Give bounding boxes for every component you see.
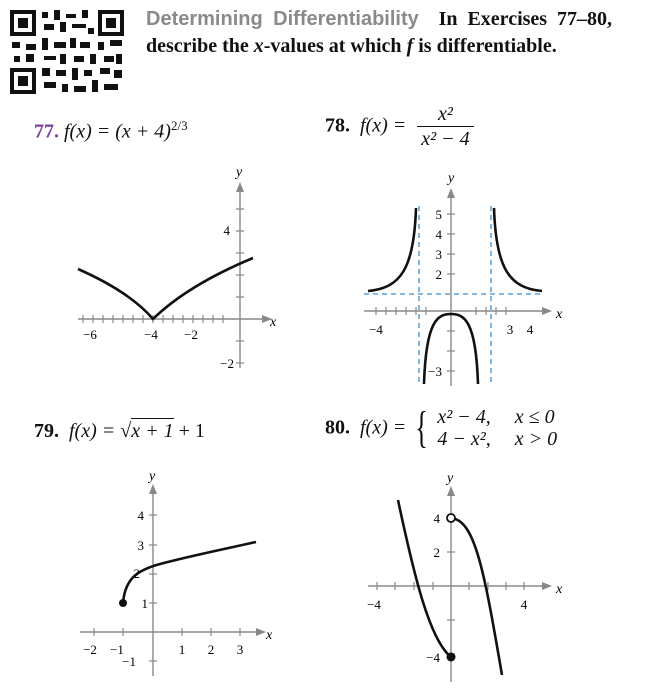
instruction-text-end: is differentiable. <box>413 35 557 57</box>
graph-77 <box>70 160 290 380</box>
curve-right-branch <box>494 208 542 291</box>
instruction-var-x: x <box>253 35 264 57</box>
y-tick-label: −4 <box>426 650 440 665</box>
x-axis-arrow-icon <box>542 307 552 315</box>
x-tick-label: −2 <box>83 642 97 657</box>
exercise-77-label <box>34 118 188 144</box>
graph-79 <box>70 470 290 685</box>
instruction-text: In Exercises 77–80, describe the <box>146 8 613 57</box>
y-axis-arrow-icon <box>236 182 244 192</box>
x-tick-label: 2 <box>207 642 215 657</box>
x-axis-label: x <box>556 582 563 597</box>
y-tick-label: 2 <box>433 545 440 560</box>
exercise-number: 79. <box>34 420 59 442</box>
y-tick-label: 4 <box>435 227 442 242</box>
qr-code-icon <box>8 8 126 96</box>
piece-expression: 4 − x², <box>437 428 491 450</box>
curve-left-piece <box>398 500 451 657</box>
exercise-78-label <box>325 103 474 151</box>
function-lhs: f(x) = <box>360 416 407 439</box>
function-lhs: f(x) = <box>360 114 407 137</box>
exercise-number: 80. <box>325 416 350 439</box>
x-axis-label: x <box>270 315 277 330</box>
x-tick-label: −2 <box>184 327 198 342</box>
x-axis-arrow-icon <box>542 582 552 590</box>
y-axis-label: y <box>236 165 243 180</box>
function-lhs: f(x) = <box>69 420 116 442</box>
y-tick-label: −1 <box>122 654 136 669</box>
section-title: Determining Differentiability <box>146 8 419 30</box>
piecewise-brace-icon: { <box>415 403 429 452</box>
y-axis-label: y <box>448 171 455 186</box>
y-tick-label: 2 <box>435 267 442 282</box>
endpoint-marker <box>119 599 127 607</box>
x-tick-label: −4 <box>144 327 158 342</box>
exercise-79-label: 79. f(x) = √x + 1 + 1 <box>34 420 205 442</box>
open-point-marker <box>447 514 455 522</box>
curve-left-branch <box>368 208 416 291</box>
function-exponent: 2/3 <box>170 118 188 133</box>
y-tick-label: 2 <box>133 566 140 581</box>
graph-80 <box>360 470 580 685</box>
piece-condition: x ≤ 0 <box>514 406 555 428</box>
curve-right-piece <box>451 518 502 675</box>
piece-row-1 <box>437 406 557 428</box>
x-tick-label: −1 <box>110 642 124 657</box>
x-tick-label: −4 <box>369 322 383 337</box>
x-tick-label: −4 <box>367 597 381 612</box>
fraction-denominator: x² − 4 <box>421 128 470 150</box>
y-axis-arrow-icon <box>149 484 157 494</box>
graph-78 <box>360 170 580 390</box>
x-tick-label: 3 <box>506 322 514 337</box>
exercise-80-label <box>325 403 558 452</box>
piece-row-2 <box>437 428 557 450</box>
x-tick-label: 4 <box>520 597 528 612</box>
piece-expression: x² − 4, <box>437 406 491 428</box>
x-axis-label: x <box>556 307 563 322</box>
x-axis-label: x <box>266 628 273 643</box>
y-tick-label: −2 <box>220 356 234 371</box>
section-header <box>146 6 612 60</box>
instruction-var-f: f <box>406 35 414 57</box>
function-expression: f(x) = (x + 4) <box>64 120 171 143</box>
y-axis-label: y <box>447 471 454 486</box>
y-axis-arrow-icon <box>447 486 455 496</box>
x-tick-label: 1 <box>178 642 186 657</box>
function-radicand: x + 1 <box>131 420 174 442</box>
instruction-text-mid: -values at which <box>263 35 407 57</box>
function-curve <box>78 258 253 319</box>
y-tick-label: 4 <box>433 511 440 526</box>
exercise-number: 78. <box>325 114 350 137</box>
x-tick-label: 3 <box>236 642 244 657</box>
y-tick-label: 4 <box>223 223 230 238</box>
x-tick-label: 4 <box>526 322 534 337</box>
y-axis-arrow-icon <box>447 188 455 198</box>
y-tick-label: −3 <box>428 364 442 379</box>
x-axis-arrow-icon <box>256 628 266 636</box>
y-tick-label: 4 <box>137 508 144 523</box>
closed-point-marker <box>447 653 456 662</box>
exercise-number: 77. <box>34 120 59 143</box>
y-tick-label: 5 <box>435 207 442 222</box>
piecewise-cases <box>437 406 557 450</box>
y-tick-label: 1 <box>141 596 148 611</box>
function-fraction <box>417 103 473 151</box>
function-rhs: + 1 <box>173 420 205 442</box>
x-tick-label: −6 <box>83 327 97 342</box>
fraction-numerator: x² <box>417 103 473 127</box>
y-tick-label: 3 <box>435 247 442 262</box>
y-axis-label: y <box>149 469 156 484</box>
y-tick-label: 3 <box>137 538 144 553</box>
piece-condition: x > 0 <box>514 428 558 450</box>
